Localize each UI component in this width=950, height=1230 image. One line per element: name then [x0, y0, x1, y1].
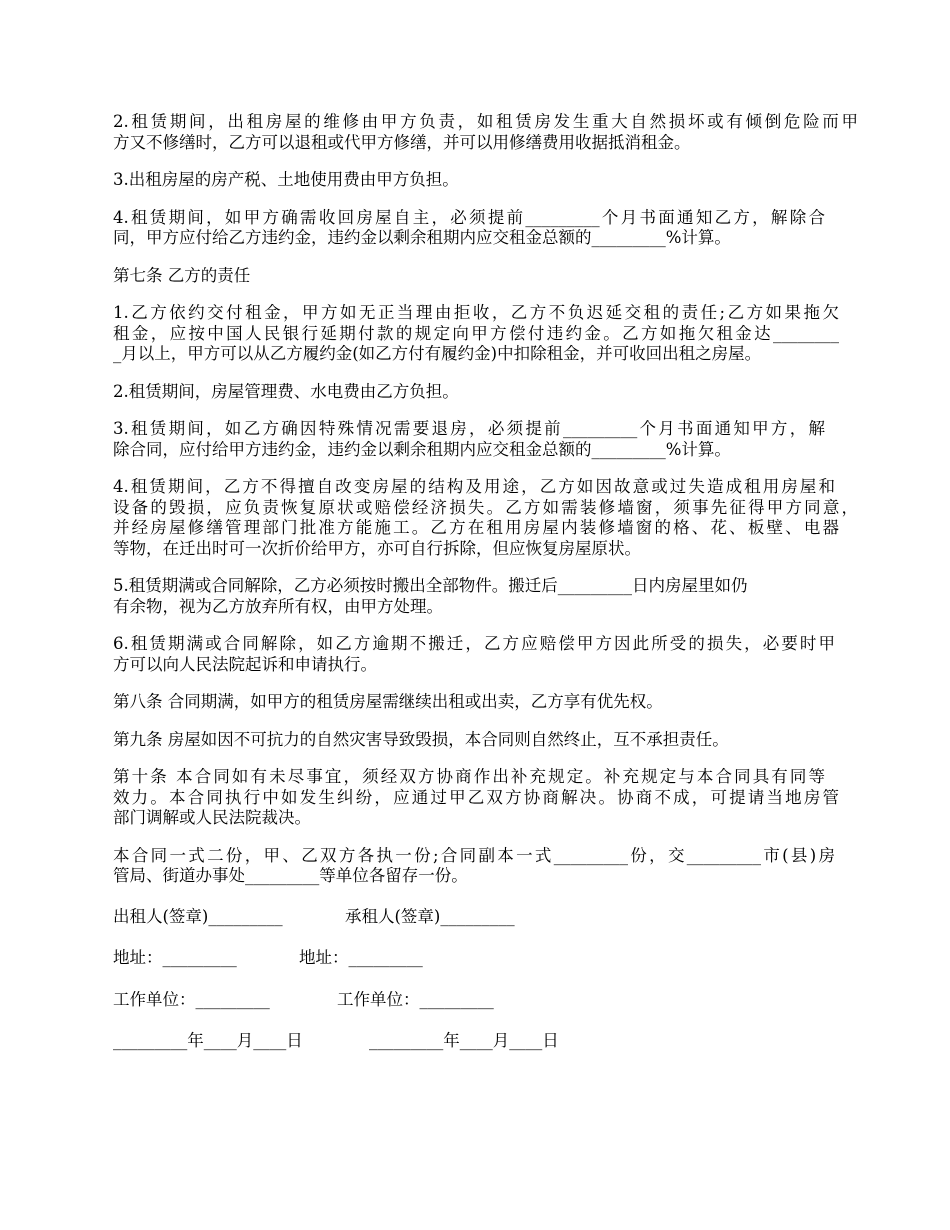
text-line: 除合同，应付给甲方违约金，违约金以剩余租期内应交租金总额的_________%计算。: [113, 439, 731, 459]
text-line: 4.租赁期间，如甲方确需收回房屋自主，必须提前_________个月书面通知乙方，解除合: [113, 207, 825, 227]
text-line: 第七条 乙方的责任: [113, 265, 251, 285]
lessee-date: _________年____月____日: [369, 1031, 559, 1050]
article-7-heading: [113, 266, 858, 287]
text-line: 租金，应按中国人民银行延期付款的规定向甲方偿付违约金。乙方如拖欠租金达________: [113, 323, 839, 343]
clause-6-3: [113, 170, 858, 191]
clause-6-2: [113, 112, 858, 153]
text-line: 本合同一式二份，甲、乙双方各执一份;合同副本一式_________份，交_________市(县)房: [113, 845, 835, 865]
text-line: 等物，在迁出时可一次折价给甲方，亦可自行拆除，但应恢复房屋原状。: [113, 538, 641, 558]
clause-7-3: [113, 419, 825, 460]
clause-7-4: [113, 477, 858, 559]
address-row: [113, 948, 858, 969]
text-line: 4.租赁期间，乙方不得擅自改变房屋的结构及用途，乙方如因故意或过失造成租用房屋和: [113, 477, 835, 496]
text-line: 第九条 房屋如因不可抗力的自然灾害导致毁损，本合同则自然终止，互不承担责任。: [113, 729, 729, 749]
text-line: 方又不修缮时，乙方可以退租或代甲方修缮，并可以用修缮费用收据抵消租金。: [113, 132, 691, 152]
text-line: 2.租赁期间，房屋管理费、水电费由乙方负担。: [113, 381, 459, 401]
text-line: 同，甲方应付给乙方违约金，违约金以剩余租期内应交租金总额的_________%计算。: [113, 228, 731, 247]
text-line: 第八条 合同期满，如甲方的租赁房屋需继续出租或出卖，乙方享有优先权。: [113, 692, 663, 711]
clause-6-4: [113, 208, 825, 249]
signature-row: [113, 907, 858, 928]
text-line: 有余物，视为乙方放弃所有权，由甲方处理。: [113, 596, 443, 616]
text-line: 5.租赁期满或合同解除，乙方必须按时搬出全部物件。搬迁后_________日内房屋里如仍: [113, 576, 748, 595]
text-line: 部门调解或人民法院裁决。: [113, 808, 311, 827]
lessor-date: _________年____月____日: [113, 1031, 303, 1050]
document-page: [113, 112, 858, 1052]
article-10: [113, 767, 839, 829]
lessor-address: 地址：_________: [113, 948, 237, 967]
text-line: 设备的毁损，应负责恢复原状或赔偿经济损失。乙方如需装修墙窗，须事先征得甲方同意，: [113, 497, 858, 517]
date-row: [113, 1031, 858, 1052]
text-line: 3.出租房屋的房产税、土地使用费由甲方负担。: [113, 170, 459, 189]
lessor-employer: 工作单位：_________: [113, 989, 270, 1009]
text-line: 2.租赁期间，出租房屋的维修由甲方负责，如租赁房发生重大自然损坏或有倾倒危险而甲: [113, 112, 858, 131]
article-9: [113, 730, 858, 751]
copies-clause: [113, 846, 835, 887]
employer-row: [113, 990, 858, 1011]
clause-7-1: [113, 303, 839, 365]
lessee-address: 地址：_________: [299, 948, 423, 967]
clause-7-6: [113, 634, 835, 675]
text-line: 管局、街道办事处_________等单位各留存一份。: [113, 866, 468, 885]
text-line: 第十条 本合同如有未尽事宜，须经双方协商作出补充规定。补充规定与本合同具有同等: [113, 767, 825, 786]
article-8: [113, 692, 858, 713]
lessor-signature: 出租人(签章)_________: [113, 906, 283, 926]
text-line: 1.乙方依约交付租金，甲方如无正当理由拒收，乙方不负迟延交租的责任;乙方如果拖欠: [113, 303, 839, 322]
clause-7-5: [113, 576, 858, 617]
lessee-employer: 工作单位：_________: [337, 989, 494, 1009]
text-line: 3.租赁期间，如乙方确因特殊情况需要退房，必须提前_________个月书面通知甲方，解: [113, 419, 825, 438]
lessee-signature: 承租人(签章)_________: [345, 906, 515, 926]
text-line: _月以上，甲方可以从乙方履约金(如乙方付有履约金)中扣除租金，并可收回出租之房屋。: [113, 344, 762, 363]
text-line: 效力。本合同执行中如发生纠纷，应通过甲乙双方协商解决。协商不成，可提请当地房管: [113, 787, 839, 807]
text-line: 并经房屋修缮管理部门批准方能施工。乙方在租用房屋内装修墙窗的格、花、板壁、电器: [113, 518, 839, 537]
text-line: 方可以向人民法院起诉和申请执行。: [113, 654, 377, 674]
clause-7-2: [113, 382, 858, 403]
text-line: 6.租赁期满或合同解除，如乙方逾期不搬迁，乙方应赔偿甲方因此所受的损失，必要时甲: [113, 634, 835, 653]
